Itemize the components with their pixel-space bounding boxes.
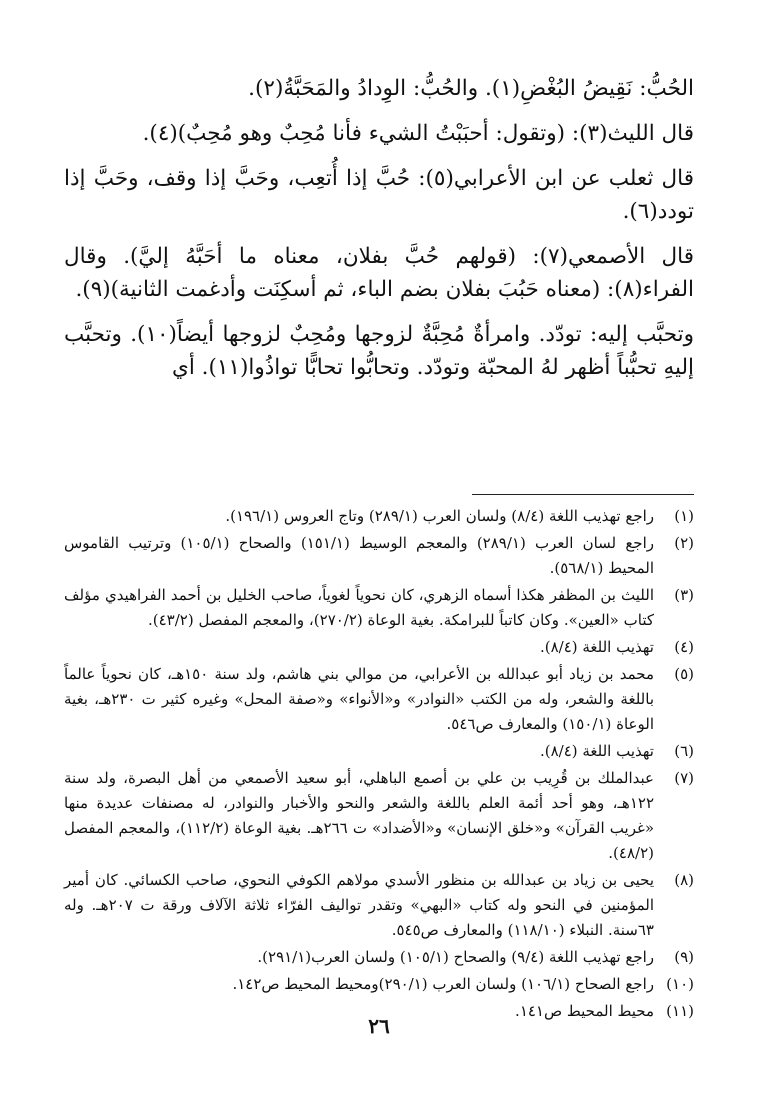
paragraph: الحُبُّ: نَقِيضُ البُغْضِ(١). والحُبُّ: الوِدادُ والمَحَبَّةُ(٢). xyxy=(248,76,694,101)
footnote-text: راجع لسان العرب (٢٨٩/١) والمعجم الوسيط (١٥١/١) والصحاح (١٠٥/١) وترتيب القاموس المحيط (٥٦٨/١). xyxy=(64,534,654,577)
footnote-text: يحيى بن زياد بن عبدالله بن منظور الأسدي مولاهم الكوفي النحوي، صاحب الكسائي. كان أمير المؤمنين في النحو وله كتاب «البهي» وتقدر تواليف الفرّاء ثلاثة الآلاف ورقة ت ٢٠٧هـ. وله ٦٣سنة. النبلاء (١١٨/١٠) والمعارف ص٥٤٥. xyxy=(64,871,654,939)
footnote xyxy=(64,531,694,581)
book-page xyxy=(64,72,695,1020)
paragraph: قال الأصمعي(٧): (قولهم حُبَّ بفلان، معناه ما أحَبَّهُ إليَّ). وقال الفراء(٨): (معناه حَبُبَ بفلان بضم الباء، ثم أسكِنَت وأدغمت الثانية)(٩). xyxy=(64,244,695,302)
footnote-text: محيط المحيط ص١٤١. xyxy=(515,1002,654,1020)
footnote-number: (٥) xyxy=(674,665,694,683)
paragraph: قال ثعلب عن ابن الأعرابي(٥): حُبَّ إذا أُتعِب، وحَبَّ إذا وقف، وحَبَّ إذا تودد(٦). xyxy=(64,166,694,224)
footnote xyxy=(64,945,694,970)
footnote xyxy=(64,635,694,660)
footnote-number: (١) xyxy=(674,507,694,525)
footnote xyxy=(64,662,694,737)
footnote xyxy=(64,504,694,529)
footnote-divider xyxy=(472,494,694,495)
footnote-text: راجع الصحاح (١٠٦/١) ولسان العرب (٢٩٠/١)ومحيط المحيط ص١٤٢. xyxy=(232,975,654,993)
footnote-number: (٢) xyxy=(674,534,694,552)
footnotes xyxy=(64,504,694,1026)
footnote-number: (١١) xyxy=(666,1002,694,1020)
footnote-text: تهذيب اللغة (٨/٤). xyxy=(539,638,654,656)
footnote-number: (٦) xyxy=(674,742,694,760)
footnote-number: (٩) xyxy=(674,948,694,966)
footnote xyxy=(64,583,694,633)
footnote-text: راجع تهذيب اللغة (٩/٤) والصحاح (١٠٥/١) ولسان العرب(٢٩١/١). xyxy=(257,948,654,966)
footnote-text: راجع تهذيب اللغة (٨/٤) ولسان العرب (٢٨٩/١) وتاج العروس (١٩٦/١). xyxy=(225,507,654,525)
paragraph: قال الليث(٣): (وتقول: أحبَبْتُ الشيء فأنا مُحِبٌ وهو مُحِبٌ)(٤). xyxy=(142,121,694,146)
footnote xyxy=(64,739,694,764)
footnote xyxy=(64,868,694,943)
footnote-number: (٧) xyxy=(674,769,694,787)
footnote-text: تهذيب اللغة (٨/٤). xyxy=(539,742,654,760)
footnote-number: (٨) xyxy=(674,871,694,889)
page-number: ٢٦ xyxy=(368,1014,390,1038)
main-text xyxy=(64,72,694,384)
footnote-number: (١٠) xyxy=(666,975,694,993)
footnote-text: الليث بن المظفر هكذا أسماه الزهري، كان نحوياً لغوياً، صاحب الخليل بن أحمد الفراهيدي مؤلف كتاب «العين». وكان كاتباً للبرامكة. بغية الوعاة (٢٧٠/٢)، والمعجم المفصل (٤٣/٢). xyxy=(64,586,654,629)
paragraph: وتحبَّب إليه: تودّد. وامرأةٌ مُحِبَّةٌ لزوجها ومُحِبٌ لزوجها أيضاً(١٠). وتحبَّب إليهِ تحبُّباً أظهر لهُ المحبّة وتودّد. وتحابُّوا تحابًّا تواذُوا(١١). أي xyxy=(64,322,695,380)
footnote xyxy=(64,766,694,866)
footnote xyxy=(64,972,694,997)
footnote-number: (٣) xyxy=(674,586,694,604)
footnote-text: عبدالملك بن قُرِيب بن علي بن أصمع الباهلي، أبو سعيد الأصمعي من أهل البصرة، ولد سنة ١٢٢هـ، وهو أحد أئمة العلم باللغة والشعر والنحو والأخبار والنوادر، له مصنفات عديدة منها «غريب القرآن» و«خلق الإنسان» و«الأضداد» ت ٢٦٦هـ. بغية الوعاة (١١٢/٢)، والمعجم المفصل (٤٨/٢). xyxy=(64,769,654,862)
footnote-text: محمد بن زياد أبو عبدالله بن الأعرابي، من موالي بني هاشم، ولد سنة ١٥٠هـ، كان نحوياً عالماً باللغة والشعر، وله من الكتب «النوادر» و«الأنواء» و«صفة المحل» وغيره كثير ت ٢٣٠هـ، بغية الوعاة (١٥٠/١) والمعارف ص٥٤٦. xyxy=(64,665,654,733)
footnote-number: (٤) xyxy=(674,638,694,656)
